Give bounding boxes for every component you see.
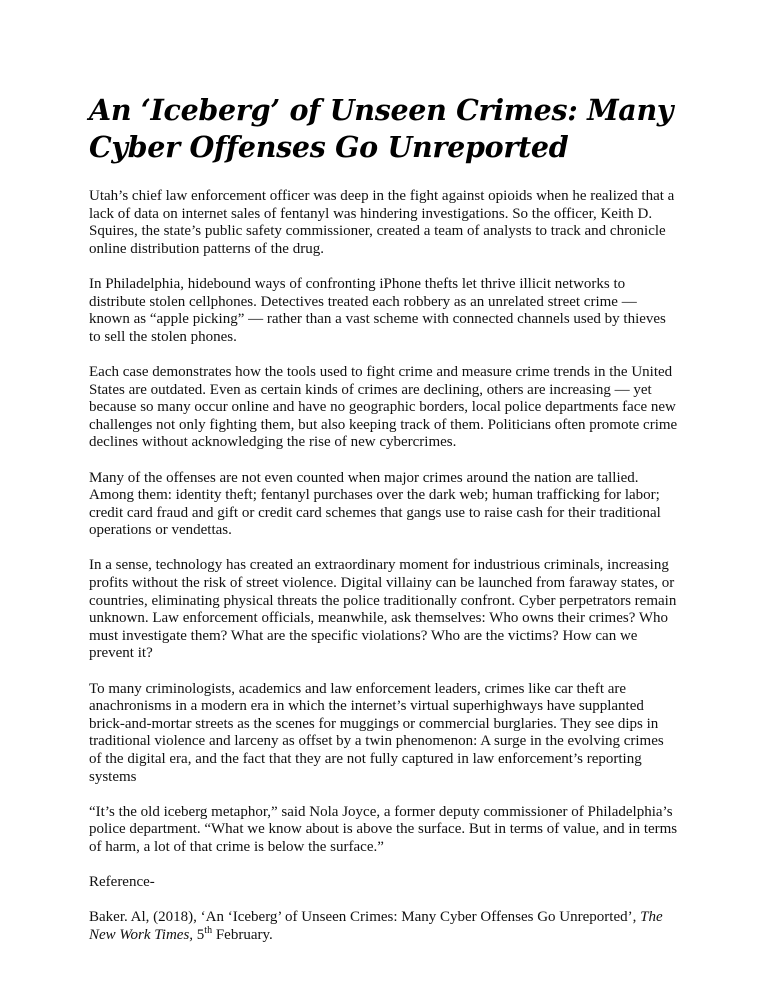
article-title: An ‘Iceberg’ of Unseen Crimes: Many Cyber Offenses Go Unreported — [89, 93, 674, 164]
reference-ordinal: th — [204, 924, 213, 936]
reference-lead: Baker. Al, (2018), ‘An ‘Iceberg’ of Unseen Crimes: Many Cyber Offenses Go Unreported’, — [89, 909, 641, 926]
reference-publication: The New Work Times, — [89, 909, 663, 943]
reference-month: February. — [212, 926, 273, 943]
document-page — [89, 92, 679, 962]
article-paragraph: In a sense, technology has created an extraordinary moment for industrious criminals, increasing profits without the risk of street violence. Digital villainy can be launched from faraway states, or countries, eliminating physical threats the police traditionally confront. Cyber perpetrators remain unknown. Law enforcement officials, meanwhile, ask themselves: Who owns their crimes? Who must investigate them? What are the specific violations? Who are the victims? How can we prevent it? — [89, 557, 677, 662]
reference-day: 5 — [193, 926, 205, 943]
article-paragraph: Utah’s chief law enforcement officer was deep in the fight against opioids when he realized that a lack of data on internet sales of fentanyl was hindering investigations. So the officer, Keith D. Squires, the state’s public safety commissioner, created a team of analysts to track and chronicle online distribution patterns of the drug. — [89, 188, 675, 257]
article-paragraph: Many of the offenses are not even counted when major crimes around the nation are tallied. Among them: identity theft; fentanyl purchases over the dark web; human trafficking for labor; credit card fraud and gift or credit card schemes that gangs use to raise cash for their traditional operations or vendettas. — [89, 469, 661, 539]
article-paragraph: In Philadelphia, hidebound ways of confronting iPhone thefts let thrive illicit networks to distribute stolen cellphones. Detectives treated each robbery as an unrelated street crime — known as “apple picking” — rather than a vast scheme with connected channels used by thieves to sell the stolen phones. — [89, 275, 666, 345]
article-paragraph: Each case demonstrates how the tools used to fight crime and measure crime trends in the United States are outdated. Even as certain kinds of crimes are declining, others are increasing — yet because so many occur online and have no geographic borders, local police departments face new challenges not only fighting them, but also keeping track of them. Politicians often promote crime declines without acknowledging the rise of new cybercrimes. — [89, 363, 678, 451]
article-paragraph: To many criminologists, academics and law enforcement leaders, crimes like car theft are anachronisms in a modern era in which the internet’s virtual superhighways have supplanted brick-and-mortar streets as the scenes for muggings or commercial burglaries. They see dips in traditional violence and larceny as offset by a twin phenomenon: A surge in the evolving crimes of the digital era, and the fact that they are not fully captured in law enforcement’s reporting systems — [89, 680, 664, 785]
reference-heading: Reference- — [89, 874, 155, 891]
reference-citation — [89, 909, 679, 944]
quote-paragraph: “It’s the old iceberg metaphor,” said Nola Joyce, a former deputy commissioner of Philadelphia’s police department. “What we know about is above the surface. But in terms of value, and in terms of harm, a lot of that crime is below the surface.” — [89, 803, 678, 855]
